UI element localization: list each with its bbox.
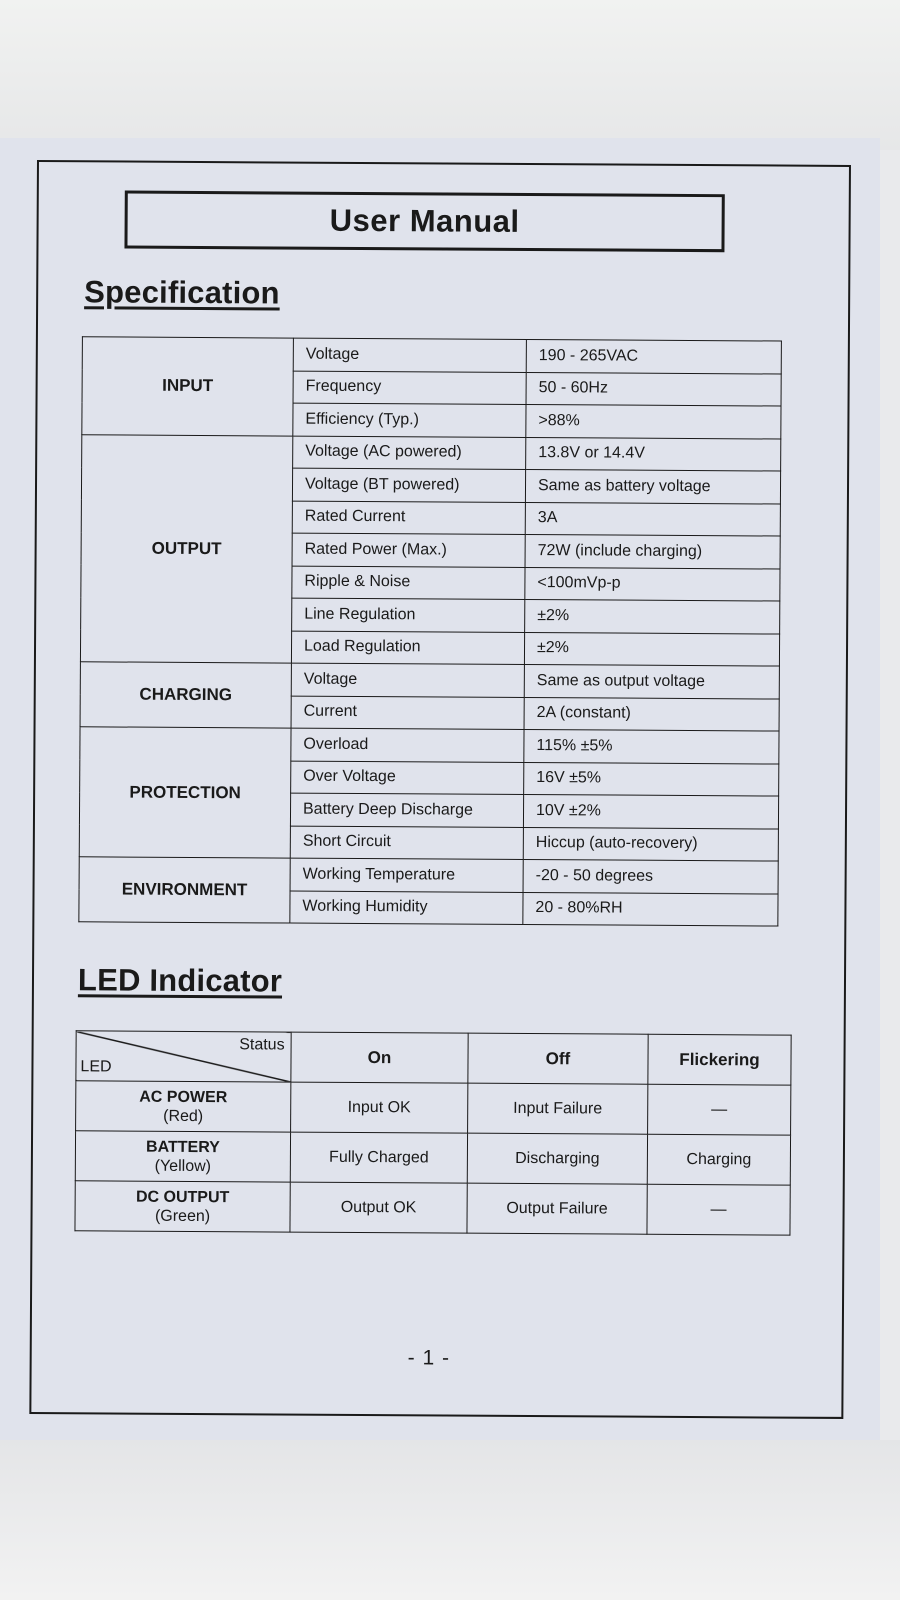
led-name-cell [75, 1131, 290, 1182]
spec-value-cell: 190 - 265VAC [526, 339, 781, 373]
spec-value-cell: Hiccup (auto-recovery) [523, 827, 778, 861]
spec-parameter-cell: Efficiency (Typ.) [293, 403, 526, 437]
led-row-ac-power [76, 1081, 791, 1135]
led-flickering-cell: — [648, 1084, 791, 1135]
led-header-row [76, 1031, 791, 1085]
background-bottom [0, 1440, 900, 1600]
spec-category-cell: INPUT [82, 337, 294, 436]
column-header-flickering: Flickering [648, 1034, 791, 1085]
spec-row [79, 857, 778, 894]
spec-category-cell: OUTPUT [80, 434, 292, 663]
spec-category-cell: PROTECTION [79, 727, 291, 858]
spec-value-cell: Same as battery voltage [525, 469, 780, 503]
column-header-on: On [291, 1032, 468, 1083]
led-on-cell: Input OK [291, 1082, 468, 1133]
spec-value-cell: 16V ±5% [524, 762, 779, 796]
led-off-cell: Discharging [467, 1133, 647, 1184]
led-off-cell: Input Failure [467, 1083, 647, 1134]
spec-parameter-cell: Line Regulation [292, 598, 525, 632]
manual-title: User Manual [124, 191, 724, 253]
spec-parameter-cell: Working Temperature [290, 858, 523, 892]
spec-parameter-cell: Voltage (BT powered) [292, 468, 525, 502]
led-color: (Yellow) [154, 1157, 212, 1175]
spec-row [82, 337, 781, 374]
page-frame [29, 160, 851, 1419]
led-indicator-heading: LED Indicator [77, 962, 283, 999]
spec-value-cell: 50 - 60Hz [526, 372, 781, 406]
spec-value-cell: <100mVp-p [525, 567, 780, 601]
led-flickering-cell: Charging [647, 1134, 790, 1185]
spec-parameter-cell: Load Regulation [291, 631, 524, 665]
led-name-cell [76, 1081, 291, 1132]
spec-value-cell: ±2% [525, 599, 780, 633]
corner-led-label: LED [80, 1058, 112, 1076]
spec-row [82, 434, 781, 471]
led-status-corner-cell [76, 1031, 291, 1082]
spec-parameter-cell: Working Humidity [290, 891, 523, 925]
spec-parameter-cell: Overload [291, 728, 524, 762]
led-on-cell: Output OK [290, 1182, 467, 1233]
spec-parameter-cell: Voltage (AC powered) [293, 436, 526, 470]
spec-value-cell: >88% [526, 404, 781, 438]
background-top [0, 0, 900, 150]
led-name-cell [75, 1181, 290, 1232]
page-number: - 1 - [407, 1346, 451, 1370]
spec-value-cell: 13.8V or 14.4V [526, 437, 781, 471]
spec-value-cell: -20 - 50 degrees [523, 859, 778, 893]
led-name: BATTERY [146, 1138, 220, 1156]
spec-value-cell: 20 - 80%RH [523, 892, 778, 926]
spec-value-cell: 3A [525, 502, 780, 536]
spec-parameter-cell: Rated Current [292, 501, 525, 535]
led-color: (Green) [154, 1207, 211, 1225]
spec-parameter-cell: Frequency [293, 371, 526, 405]
corner-status-label: Status [239, 1036, 285, 1054]
spec-value-cell: Same as output voltage [524, 664, 779, 698]
led-name: DC OUTPUT [135, 1188, 230, 1206]
led-indicator-table [74, 1030, 791, 1235]
spec-parameter-cell: Voltage [291, 663, 524, 697]
led-row-battery [75, 1131, 790, 1185]
spec-value-cell: 115% ±5% [524, 729, 779, 763]
spec-row [80, 662, 779, 699]
specification-heading: Specification [84, 274, 280, 311]
spec-parameter-cell: Battery Deep Discharge [290, 793, 523, 827]
led-color: (Red) [163, 1107, 204, 1125]
spec-parameter-cell: Over Voltage [291, 761, 524, 795]
led-name: AC POWER [139, 1088, 228, 1106]
spec-value-cell: 72W (include charging) [525, 534, 780, 568]
spec-category-cell: ENVIRONMENT [79, 857, 290, 923]
spec-parameter-cell: Rated Power (Max.) [292, 533, 525, 567]
led-row-dc-output [75, 1181, 790, 1235]
led-flickering-cell: — [647, 1184, 790, 1235]
spec-value-cell: 10V ±2% [523, 794, 778, 828]
spec-parameter-cell: Ripple & Noise [292, 566, 525, 600]
spec-parameter-cell: Short Circuit [290, 826, 523, 860]
column-header-off: Off [468, 1033, 648, 1084]
spec-value-cell: 2A (constant) [524, 697, 779, 731]
spec-value-cell: ±2% [524, 632, 779, 666]
spec-parameter-cell: Voltage [293, 338, 526, 372]
spec-row [80, 727, 779, 764]
spec-category-cell: CHARGING [80, 662, 291, 728]
led-on-cell: Fully Charged [290, 1132, 467, 1183]
spec-parameter-cell: Current [291, 696, 524, 730]
led-off-cell: Output Failure [467, 1183, 647, 1234]
specification-table [78, 336, 782, 926]
